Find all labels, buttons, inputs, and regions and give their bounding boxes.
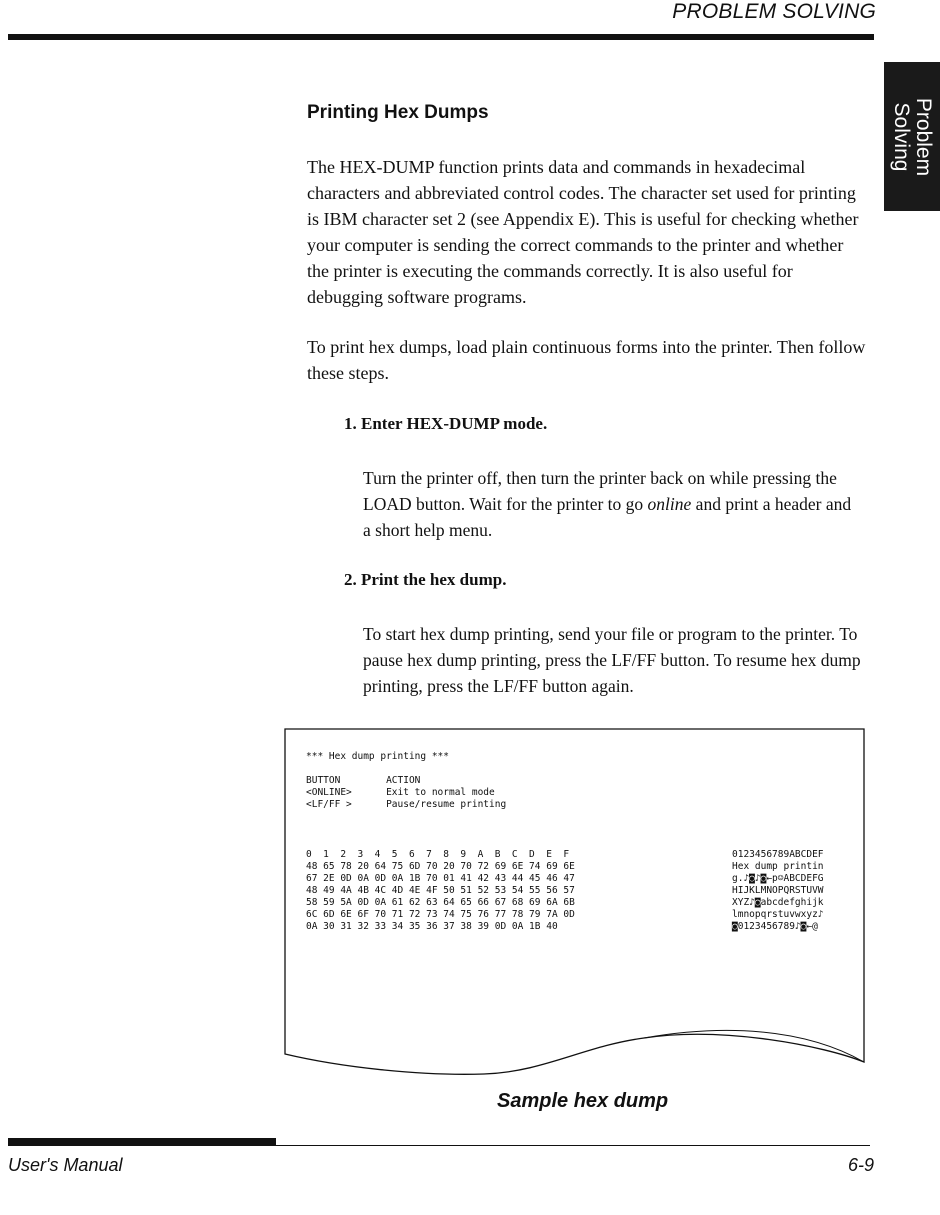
section-heading: Printing Hex Dumps <box>307 102 489 123</box>
section-tab-line-2: Solving <box>890 102 913 171</box>
ascii-row: Hex dump printin <box>732 861 824 872</box>
hex-row: 48 49 4A 4B 4C 4D 4E 4F 50 51 52 53 54 55 56 57 <box>306 885 575 896</box>
ascii-row: ◙0123456789♪◙←@ <box>732 921 818 932</box>
section-tab <box>884 62 940 211</box>
load-forms-paragraph: To print hex dumps, load plain continuous forms into the printer. Then follow these steps. <box>307 337 866 383</box>
menu-row-online: <ONLINE> Exit to normal mode <box>306 787 495 798</box>
footer-manual-title: User's Manual <box>8 1155 123 1175</box>
footer-rule-thin <box>276 1145 870 1146</box>
figure-caption: Sample hex dump <box>497 1090 669 1112</box>
hex-row: 58 59 5A 0D 0A 61 62 63 64 65 66 67 68 69 6A 6B <box>306 897 575 908</box>
step-2-body: To start hex dump printing, send your file or program to the printer. To pause hex dump printing, press the LF/FF button. To resume hex dump printing, press the LF/FF button again. <box>363 624 861 696</box>
hex-row: 67 2E 0D 0A 0D 0A 1B 70 01 41 42 43 44 45 46 47 <box>306 873 575 884</box>
step-1-text-b: and print a header and a short help menu. <box>363 494 852 540</box>
page-header-title: PROBLEM SOLVING <box>672 0 876 23</box>
hex-row: 48 65 78 20 64 75 6D 70 20 70 72 69 6E 74 69 6E <box>306 861 575 872</box>
section-tab-label <box>890 97 934 175</box>
ascii-row: g.♪◙♪◙←p☺ABCDEFG <box>732 873 824 884</box>
menu-row-lf-ff: <LF/FF > Pause/resume printing <box>306 799 507 810</box>
hex-row: 6C 6D 6E 6F 70 71 72 73 74 75 76 77 78 79 7A 0D <box>306 909 575 920</box>
header-rule <box>8 34 874 40</box>
intro-paragraph: The HEX-DUMP function prints data and commands in hexadecimal characters and abbreviated control codes. The character set used for printing is IBM character set 2 (see Appendix E). This is useful for checking whether your computer is sending the correct commands to the printer and whether the printer is executing the commands correctly. It is also useful for debugging software programs. <box>307 157 859 307</box>
section-tab-line-1: Problem <box>912 97 935 176</box>
sample-hex-dump-figure <box>284 728 866 1088</box>
ascii-row: lmnopqrstuvwxyz♪ <box>732 909 824 920</box>
ascii-row: XYZ♪◙abcdefghijk <box>732 897 824 908</box>
hex-dump-banner: *** Hex dump printing *** <box>306 751 449 762</box>
step-1-online-emphasis: online <box>647 494 692 514</box>
ascii-row: HIJKLMNOPQRSTUVW <box>732 885 824 896</box>
menu-header-row: BUTTON ACTION <box>306 775 421 786</box>
footer-rule-thick <box>8 1138 276 1146</box>
step-1-title: 1. Enter HEX-DUMP mode. <box>344 414 548 433</box>
hex-row: 0A 30 31 32 33 34 35 36 37 38 39 0D 0A 1B 40 <box>306 921 558 932</box>
step-2-title: 2. Print the hex dump. <box>344 570 507 589</box>
page-number: 6-9 <box>847 1155 874 1175</box>
hex-row: 0 1 2 3 4 5 6 7 8 9 A B C D E F <box>306 849 570 860</box>
step-1-body <box>363 465 863 543</box>
step-1-text-a: Turn the printer off, then turn the printer back on while pressing the LOAD button. Wait for the printer to go <box>363 468 837 514</box>
ascii-row: 0123456789ABCDEF <box>732 849 824 860</box>
